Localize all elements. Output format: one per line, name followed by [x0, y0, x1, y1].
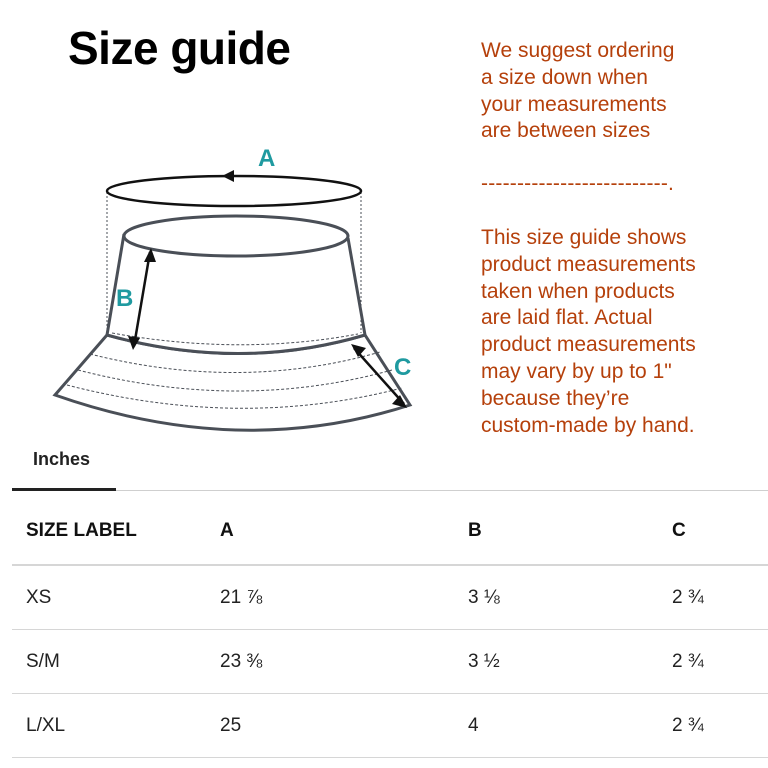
label-a: A	[258, 145, 276, 172]
header-b: B	[468, 520, 482, 541]
cell-size: XS	[26, 586, 52, 608]
size-notes	[481, 38, 761, 439]
active-tab-indicator	[12, 488, 116, 491]
disclaimer-line: custom-made by hand.	[481, 413, 695, 437]
suggestion-line: We suggest ordering	[481, 39, 675, 62]
cell-b: 3 ½	[468, 650, 500, 672]
header-size-label: SIZE LABEL	[26, 520, 137, 541]
cell-c: 2 ¾	[672, 586, 704, 608]
suggestion-line: your measurements	[481, 92, 667, 116]
cell-size: S/M	[26, 650, 60, 672]
header-a: A	[220, 520, 234, 541]
table-header-row	[12, 498, 768, 566]
disclaimer-line: taken when products	[481, 279, 675, 303]
disclaimer-line: This size guide shows	[481, 225, 687, 249]
cell-c: 2 ¾	[672, 650, 704, 672]
suggestion-line: are between sizes	[481, 119, 651, 143]
page-title: Size guide	[68, 22, 291, 74]
label-c: C	[394, 354, 412, 381]
disclaimer-line: product measurements	[481, 252, 696, 276]
disclaimer-line: are laid flat. Actual	[481, 306, 653, 330]
header-c: C	[672, 520, 686, 541]
size-table	[12, 498, 768, 758]
cell-b: 4	[468, 714, 479, 736]
cell-b: 3 ⅛	[468, 586, 500, 608]
cell-c: 2 ¾	[672, 714, 704, 736]
tab-divider	[12, 490, 768, 491]
disclaimer-line: because they’re	[481, 386, 630, 410]
label-b: B	[116, 285, 134, 312]
disclaimer-line: product measurements	[481, 333, 696, 357]
cell-a: 23 ⅜	[220, 650, 263, 672]
tab-inches[interactable]: Inches	[33, 449, 91, 469]
cell-size: L/XL	[26, 714, 66, 736]
separator: --------------------------.	[481, 172, 675, 196]
table-row	[12, 566, 768, 630]
hat-top-ellipse	[124, 216, 348, 256]
cell-a: 25	[220, 714, 242, 736]
disclaimer-line: may vary by up to 1"	[481, 359, 672, 383]
suggestion-line: a size down when	[481, 65, 648, 89]
measure-a-arrowhead	[222, 170, 234, 182]
table-row	[12, 630, 768, 694]
cell-a: 21 ⅞	[220, 586, 263, 608]
bucket-hat-diagram	[40, 130, 440, 450]
table-row	[12, 694, 768, 758]
